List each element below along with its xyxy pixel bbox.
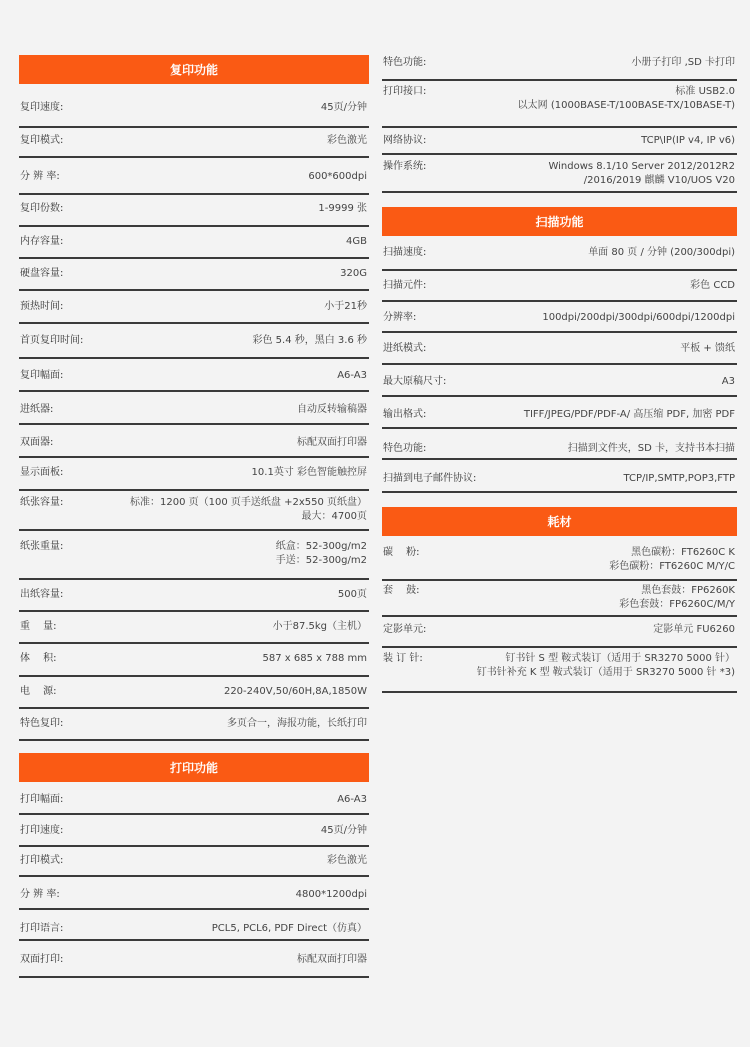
spec-row	[19, 785, 369, 815]
spec-value-line: 45页/分钟	[320, 102, 367, 113]
spec-value	[324, 300, 367, 314]
spec-value	[340, 267, 367, 281]
section-header-copy	[19, 55, 369, 84]
spec-value	[548, 160, 735, 188]
spec-row	[19, 877, 369, 910]
spec-row	[19, 195, 369, 227]
spec-value-line: 彩色 CCD	[690, 280, 735, 291]
spec-value	[542, 311, 735, 325]
spec-row	[382, 302, 737, 333]
spec-value-line: 1-9999 张	[318, 203, 367, 214]
spec-label: 纸张容量:	[20, 497, 64, 508]
spec-row	[19, 709, 369, 741]
spec-value-line: 钉书针 S 型 鞍式装订（适用于 SR3270 5000 针）	[505, 653, 735, 664]
spec-row	[19, 531, 369, 580]
spec-value-line: 最大：4700页	[301, 511, 367, 522]
spec-value	[252, 466, 367, 480]
spec-row	[19, 392, 369, 425]
spec-value	[524, 408, 735, 422]
spec-label: 打印幅面:	[20, 794, 64, 805]
section-title-print: 打印功能	[169, 761, 218, 775]
spec-label: 分辨率:	[383, 312, 417, 323]
spec-row	[382, 540, 737, 581]
spec-label: 操作系统:	[383, 161, 427, 172]
spec-row	[382, 155, 737, 193]
spec-value	[276, 540, 367, 568]
spec-row	[19, 458, 369, 491]
spec-label: 套 鼓:	[383, 585, 420, 596]
spec-value-line: 多页合一，海报功能，长纸打印	[227, 718, 367, 729]
section-title-scan: 扫描功能	[535, 215, 584, 229]
spec-value-line: A6-A3	[337, 370, 367, 381]
spec-label: 预热时间:	[20, 301, 64, 312]
spec-value	[321, 101, 367, 115]
spec-row	[19, 158, 369, 195]
spec-row	[19, 95, 369, 128]
spec-value-line: 彩色 5.4 秒，黑白 3.6 秒	[252, 335, 367, 346]
spec-row	[19, 259, 369, 291]
spec-value	[619, 584, 735, 612]
spec-value	[273, 620, 367, 634]
spec-value-line: 220-240V,50/60H,8A,1850W	[223, 686, 367, 697]
spec-label: 扫描元件:	[383, 280, 427, 291]
spec-row	[19, 815, 369, 847]
spec-label: 体 积:	[20, 653, 57, 664]
spec-value	[337, 369, 367, 383]
spec-row	[19, 580, 369, 612]
spec-row	[382, 240, 737, 271]
spec-row	[19, 491, 369, 531]
spec-label: 特色功能:	[383, 443, 427, 454]
spec-label: 最大原稿尺寸:	[383, 376, 447, 387]
spec-value-line: PCL5, PCL6, PDF Direct（仿真）	[211, 923, 367, 934]
spec-label: 重 量:	[20, 621, 57, 632]
spec-label: 显示面板:	[20, 467, 64, 478]
spec-row	[382, 128, 737, 155]
section-title-copy: 复印功能	[169, 63, 218, 77]
spec-label: 打印接口:	[383, 86, 427, 97]
section-header-print	[19, 753, 369, 782]
spec-value	[318, 202, 367, 216]
spec-value-line: 自动反转输稿器	[297, 404, 367, 415]
spec-value	[263, 652, 367, 666]
spec-value	[722, 375, 735, 389]
spec-row	[382, 429, 737, 460]
spec-value-line: TCP/IP,SMTP,POP3,FTP	[623, 473, 735, 484]
spec-row	[382, 581, 737, 617]
spec-label: 复印速度:	[20, 102, 64, 113]
spec-row	[19, 425, 369, 458]
spec-label: 打印速度:	[20, 825, 64, 836]
spec-label: 首页复印时间:	[20, 335, 84, 346]
spec-row	[19, 941, 369, 978]
spec-value	[296, 888, 367, 902]
spec-label: 进纸模式:	[383, 343, 427, 354]
spec-value	[609, 546, 735, 574]
spec-value-line: TIFF/JPEG/PDF/PDF-A/ 高压缩 PDF, 加密 PDF	[523, 409, 735, 420]
spec-row	[19, 291, 369, 324]
spec-label: 硬盘容量:	[20, 268, 64, 279]
spec-value-line: 彩色碳粉：FT6260C M/Y/C	[609, 561, 735, 572]
spec-value-line: 定影单元 FU6260	[653, 624, 735, 635]
spec-value-line: Windows 8.1/10 Server 2012/2012R2	[548, 161, 735, 172]
section-header-scan	[382, 207, 737, 236]
spec-label: 双面器:	[20, 437, 54, 448]
spec-value	[212, 922, 367, 936]
spec-value	[518, 85, 735, 113]
spec-row	[382, 333, 737, 365]
spec-row	[382, 460, 737, 493]
spec-value-line: 平板 + 馈纸	[680, 343, 735, 354]
spec-label: 复印模式:	[20, 135, 64, 146]
spec-value	[568, 442, 735, 456]
spec-value	[690, 279, 735, 293]
spec-value	[653, 623, 735, 637]
spec-value	[631, 56, 735, 70]
spec-value	[327, 134, 367, 148]
spec-value	[297, 436, 367, 450]
spec-row	[382, 648, 737, 693]
spec-row	[382, 365, 737, 397]
spec-value	[297, 403, 367, 417]
spec-row	[19, 227, 369, 259]
spec-label: 特色功能:	[383, 57, 427, 68]
spec-label: 扫描到电子邮件协议:	[383, 473, 477, 484]
spec-value-line: 4GB	[346, 236, 367, 247]
spec-row	[19, 128, 369, 158]
spec-value-line: /2016/2019 麒麟 V10/UOS V20	[583, 175, 735, 186]
spec-value-line: 彩色激光	[327, 135, 367, 146]
spec-value-line: TCP\IP(IP v4, IP v6)	[641, 135, 735, 146]
spec-value	[641, 134, 735, 148]
spec-value-line: 100dpi/200dpi/300dpi/600dpi/1200dpi	[542, 312, 735, 323]
spec-row	[19, 612, 369, 644]
spec-value-line: A3	[721, 376, 735, 387]
spec-value	[346, 235, 367, 249]
spec-value-line: 10.1英寸 彩色智能触控屏	[251, 467, 367, 478]
spec-row	[382, 81, 737, 128]
spec-value-line: 标配双面打印器	[297, 954, 367, 965]
spec-label: 装 订 针:	[383, 653, 423, 664]
spec-label: 双面打印:	[20, 954, 64, 965]
spec-label: 分 辨 率:	[20, 171, 60, 182]
spec-label: 进纸器:	[20, 404, 54, 415]
spec-value-line: 钉书针补充 K 型 鞍式装订（适用于 SR3270 5000 针 *3)	[476, 667, 735, 678]
spec-value	[623, 472, 735, 486]
spec-value	[227, 717, 367, 731]
spec-label: 电 源:	[20, 686, 57, 697]
spec-row	[19, 910, 369, 941]
spec-value-line: 小于87.5kg（主机）	[272, 621, 367, 632]
spec-value-line: 黑色套鼓：FP6260K	[641, 585, 735, 596]
spec-value	[308, 170, 367, 184]
spec-value-line: 小册子打印 ,SD 卡打印	[631, 57, 735, 68]
spec-row	[19, 644, 369, 677]
spec-value	[588, 246, 735, 260]
spec-label: 出纸容量:	[20, 589, 64, 600]
spec-row	[382, 397, 737, 429]
spec-value-line: 500页	[337, 589, 367, 600]
spec-value-line: 黑色碳粉：FT6260C K	[631, 547, 735, 558]
spec-row	[19, 324, 369, 359]
spec-label: 分 辨 率:	[20, 889, 60, 900]
spec-label: 打印模式:	[20, 855, 64, 866]
spec-label: 网络协议:	[383, 135, 427, 146]
spec-label: 复印幅面:	[20, 370, 64, 381]
spec-value-line: 以太网 (1000BASE-T/100BASE-TX/10BASE-T)	[517, 100, 735, 111]
spec-value	[321, 824, 367, 838]
spec-value	[252, 334, 367, 348]
spec-value	[477, 652, 735, 680]
spec-label: 碳 粉:	[383, 547, 420, 558]
spec-row	[19, 677, 369, 709]
spec-row	[382, 271, 737, 302]
spec-value-line: 587 x 685 x 788 mm	[262, 653, 367, 664]
spec-row	[19, 359, 369, 392]
spec-label: 复印份数:	[20, 203, 64, 214]
spec-value-line: 标配双面打印器	[297, 437, 367, 448]
spec-value	[130, 496, 367, 524]
section-title-consumables: 耗材	[547, 515, 572, 529]
spec-label: 打印语言:	[20, 923, 64, 934]
spec-value	[297, 953, 367, 967]
spec-value-line: 45页/分钟	[320, 825, 367, 836]
spec-label: 纸张重量:	[20, 541, 64, 552]
spec-label: 定影单元:	[383, 624, 427, 635]
spec-value-line: 纸盒：52-300g/m2	[275, 541, 367, 552]
spec-value	[337, 793, 367, 807]
spec-value-line: 标准 USB2.0	[675, 86, 735, 97]
spec-value-line: 手送：52-300g/m2	[275, 555, 367, 566]
spec-label: 输出格式:	[383, 409, 427, 420]
spec-value	[680, 342, 735, 356]
section-header-consumables	[382, 507, 737, 536]
spec-value	[338, 588, 367, 602]
spec-value-line: 600*600dpi	[308, 171, 367, 182]
spec-value-line: 320G	[340, 268, 367, 279]
spec-label: 内存容量:	[20, 236, 64, 247]
spec-value-line: A6-A3	[337, 794, 367, 805]
spec-value-line: 单面 80 页 / 分钟 (200/300dpi)	[588, 247, 735, 258]
spec-value-line: 彩色激光	[327, 855, 367, 866]
spec-value-line: 标准：1200 页（100 页手送纸盘 +2x550 页纸盘）	[130, 497, 367, 508]
spec-row	[19, 847, 369, 877]
spec-value-line: 小于21秒	[324, 301, 367, 312]
spec-value-line: 扫描到文件夹，SD 卡，支持书本扫描	[567, 443, 735, 454]
spec-value	[224, 685, 367, 699]
spec-value-line: 4800*1200dpi	[295, 889, 367, 900]
spec-row	[382, 50, 737, 81]
spec-label: 特色复印:	[20, 718, 64, 729]
spec-row	[382, 617, 737, 648]
spec-value	[327, 854, 367, 868]
spec-label: 扫描速度:	[383, 247, 427, 258]
spec-value-line: 彩色套鼓：FP6260C/M/Y	[619, 599, 735, 610]
